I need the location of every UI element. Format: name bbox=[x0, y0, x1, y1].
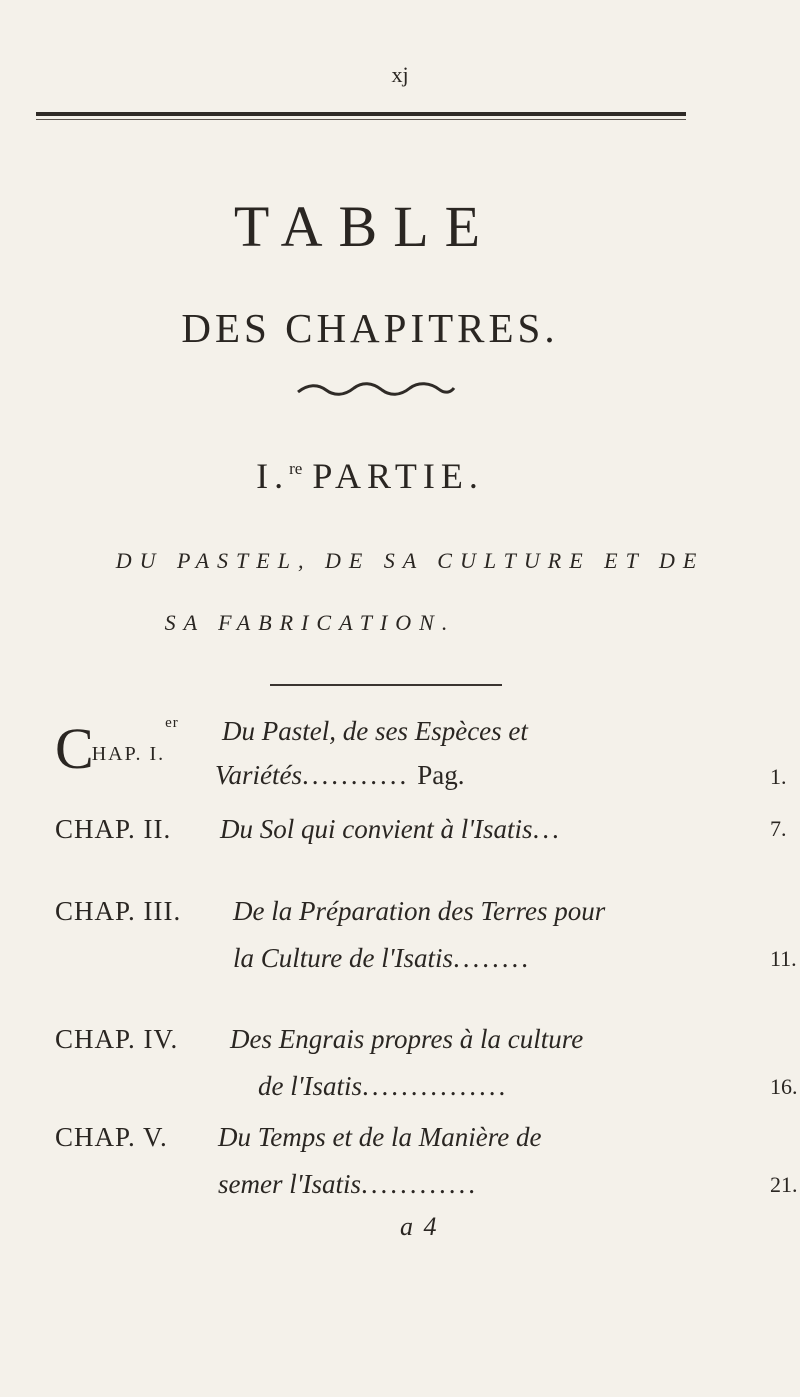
chapter-label: CHAP. II. bbox=[55, 814, 172, 844]
part-number: I. bbox=[256, 456, 290, 496]
signature-mark: a 4 bbox=[400, 1212, 439, 1241]
page-number: 1. bbox=[770, 764, 787, 789]
drop-initial: C bbox=[55, 716, 94, 781]
page-number: 16. bbox=[770, 1074, 798, 1099]
leader-dots: ........... bbox=[302, 760, 410, 790]
chapter-label: CHAP. I.$^{er}$ bbox=[55, 715, 179, 781]
chapter-label: CHAP. V. bbox=[55, 1122, 168, 1152]
leader-dots: ............ bbox=[361, 1169, 479, 1199]
pag-label: Pag. bbox=[417, 760, 465, 790]
page-number: 7. bbox=[770, 816, 787, 841]
page-subtitle: DES CHAPITRES. bbox=[181, 305, 559, 351]
chapter-title-line-1: Du Sol qui convient à l'Isatis... bbox=[220, 814, 562, 844]
leader-dots: ... bbox=[532, 814, 562, 844]
part-label: PARTIE. bbox=[312, 456, 484, 496]
chapter-title-line-2: semer l'Isatis............ bbox=[218, 1169, 479, 1199]
page-number: 11. bbox=[770, 946, 797, 971]
page-number: 21. bbox=[770, 1172, 798, 1197]
header-double-rule bbox=[36, 112, 686, 116]
section-title-line-1: DU PASTEL, DE SA CULTURE ET DE bbox=[115, 548, 705, 573]
wave-ornament-icon bbox=[296, 380, 456, 398]
chapter-title-line-2: la Culture de l'Isatis........ bbox=[233, 943, 532, 973]
leader-dots: ........ bbox=[453, 943, 532, 973]
chapter-title-line-2: Variétés........... Pag. bbox=[215, 760, 465, 790]
section-rule bbox=[270, 684, 502, 686]
chapter-title-line-2: de l'Isatis............... bbox=[258, 1071, 509, 1101]
part-heading bbox=[0, 458, 740, 494]
chapter-title-line-1: De la Préparation des Terres pour bbox=[233, 896, 606, 926]
chapter-label: CHAP. IV. bbox=[55, 1024, 179, 1054]
part-number-sup: re bbox=[289, 459, 303, 478]
chapter-title-line-1: Du Temps et de la Manière de bbox=[218, 1122, 542, 1152]
chapter-title-line-1: Des Engrais propres à la culture bbox=[230, 1024, 584, 1054]
section-title-line-2: SA FABRICATION. bbox=[164, 610, 456, 635]
leader-dots: ............... bbox=[362, 1071, 509, 1101]
chapter-label: CHAP. III. bbox=[55, 896, 182, 926]
folio-number: xj bbox=[391, 62, 409, 87]
page-title: TABLE bbox=[233, 194, 497, 259]
chapter-title-line-1: Du Pastel, de ses Espèces et bbox=[222, 716, 528, 746]
